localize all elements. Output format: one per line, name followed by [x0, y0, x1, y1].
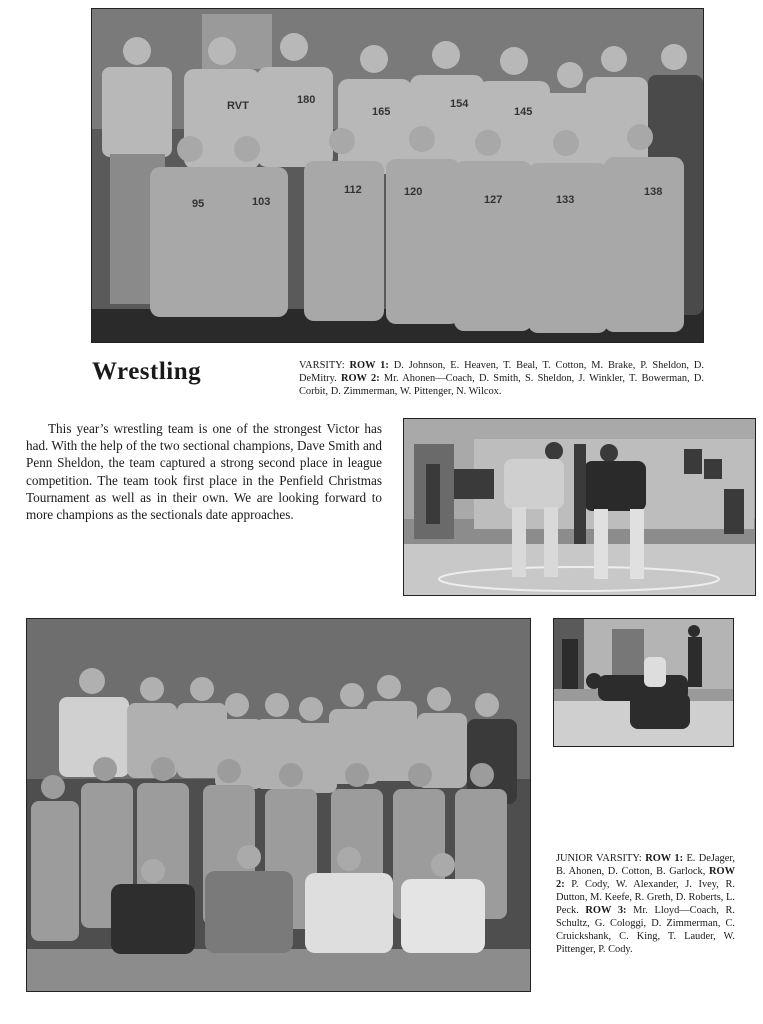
jv-row3-label: ROW 3:: [585, 905, 627, 916]
jersey-145: 145: [514, 106, 533, 118]
jersey-103: 103: [252, 196, 271, 208]
varsity-team-photo: [91, 8, 704, 343]
jersey-rvt: RVT: [227, 100, 249, 112]
jv-caption-prefix: JUNIOR VARSITY:: [556, 853, 642, 864]
jersey-165: 165: [372, 106, 391, 118]
jersey-127: 127: [484, 194, 503, 206]
varsity-row2-label: ROW 2:: [340, 373, 380, 384]
varsity-row1-label: ROW 1:: [349, 360, 389, 371]
jersey-180: 180: [297, 94, 316, 106]
junior-varsity-team-photo: [26, 618, 531, 992]
section-title: Wrestling: [92, 358, 202, 385]
varsity-row2-names: Mr. Ahonen—Coach, D. Smith, S. Sheldon, J. Winkler, T. Bowerman, D. Corbit, D. Zimmerman, W. Pittenger, N. Wilcox.: [299, 373, 704, 397]
jersey-133: 133: [556, 194, 575, 206]
jv-row3-names: Mr. Lloyd—Coach, R. Schultz, G. Cologgi, D. Zimmerman, C. Cruickshank, C. King, T. Lauder, W. Pittenger, P. Cody.: [556, 905, 735, 955]
jv-row1-names: E. DeJager, B. Ahonen, D. Cotton, B. Garlock,: [556, 853, 735, 877]
jv-row1-label: ROW 1:: [645, 853, 684, 864]
jersey-95: 95: [192, 198, 205, 210]
jersey-112: 112: [344, 184, 362, 196]
varsity-row1-names: D. Johnson, E. Heaven, T. Beal, T. Cotton, M. Brake, P. Sheldon, D. DeMitry.: [299, 360, 705, 384]
jv-row2-names: P. Cody, W. Alexander, J. Ivey, R. Dutton, M. Keefe, R. Greth, D. Roberts, L. Peck.: [556, 879, 735, 916]
intro-paragraph: This year’s wrestling team is one of the strongest Victor has had. With the help of the two sectional champions, Dave Smith and Penn Sheldon, the team captured a strong second place in league competition. The team took first place in the Penfield Christmas Tournament as well as in their own. We are looking forward to more champions as the sectionals date approaches.: [26, 421, 382, 523]
jersey-154: 154: [450, 98, 469, 110]
jersey-120: 120: [404, 186, 423, 198]
match-pin-photo: [553, 618, 734, 747]
jersey-138: 138: [644, 186, 663, 198]
match-action-photo: [403, 418, 756, 596]
jv-row2-label: ROW 2:: [556, 866, 735, 890]
varsity-caption: [299, 359, 704, 398]
junior-varsity-caption: [556, 852, 735, 956]
varsity-caption-prefix: VARSITY:: [299, 360, 345, 371]
